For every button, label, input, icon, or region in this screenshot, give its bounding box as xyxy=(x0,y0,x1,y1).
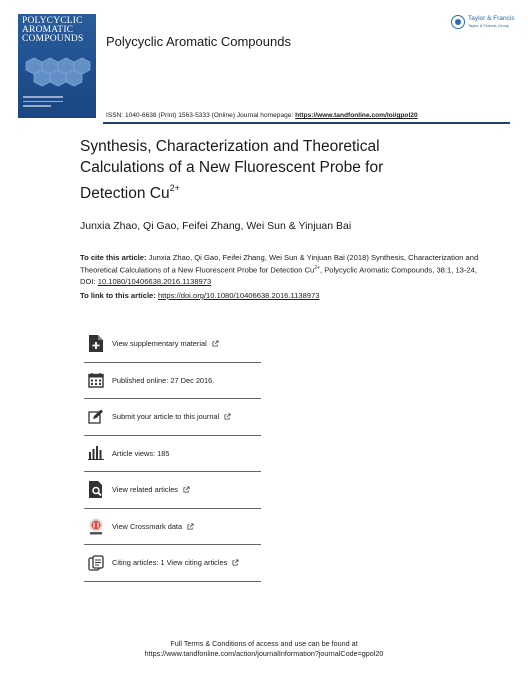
publisher-logo-icon xyxy=(451,15,465,29)
footer xyxy=(0,639,528,659)
article-title-superscript: 2+ xyxy=(169,183,180,193)
supplementary-material-item[interactable] xyxy=(84,326,261,363)
external-link-icon xyxy=(224,413,231,420)
hexagon-pattern-icon xyxy=(18,52,96,92)
journal-homepage-link[interactable]: https://www.tandfonline.com/loi/gpol20 xyxy=(295,112,418,119)
header-divider xyxy=(103,122,510,124)
crossmark-label: View Crossmark data xyxy=(112,521,183,531)
footer-terms-text: Full Terms & Conditions of access and use can be found at xyxy=(170,639,358,648)
publisher-tagline: Taylor & Francis Group xyxy=(468,23,509,28)
citation-text-tail: , Polycyclic Aromatic Compounds, 38:1, 13-24, DOI: xyxy=(80,265,477,286)
journal-cover xyxy=(18,14,96,118)
citing-articles-label: Citing articles: 1 View citing articles xyxy=(112,558,228,568)
article-title-text: Synthesis, Characterization and Theoretical Calculations of a New Fluorescent Probe for Detection Cu xyxy=(80,138,384,202)
related-articles-item[interactable] xyxy=(84,472,261,509)
published-online-item xyxy=(84,363,261,400)
citation-text: Junxia Zhao, Qi Gao, Feifei Zhang, Wei Sun & Yinjuan Bai (2018) Synthesis, Characterization and Theoretical Calculations of a New Fluorescent Probe for Detection Cu xyxy=(80,253,479,275)
supplement-icon xyxy=(87,335,105,353)
article-authors: Junxia Zhao, Qi Gao, Feifei Zhang, Wei Sun & Yinjuan Bai xyxy=(80,220,352,232)
supplementary-material-label: View supplementary material xyxy=(112,339,207,349)
related-articles-label: View related articles xyxy=(112,485,178,495)
doi-link[interactable]: 10.1080/10406638.2016.1138973 xyxy=(97,276,212,286)
cover-text-lines xyxy=(23,96,63,110)
publisher-logo[interactable] xyxy=(451,14,515,34)
edit-icon xyxy=(87,408,105,426)
citing-articles-item[interactable] xyxy=(84,545,261,582)
crossmark-icon xyxy=(87,517,105,535)
article-actions-list xyxy=(84,326,261,582)
article-link-line xyxy=(80,291,320,300)
article-link-label: To link to this article: xyxy=(80,291,156,300)
issn-line xyxy=(106,112,418,119)
citing-articles-icon xyxy=(87,554,105,572)
submit-article-label: Submit your article to this journal xyxy=(112,412,220,422)
footer-terms-link[interactable]: https://www.tandfonline.com/action/journalInformation?journalCode=gpol20 xyxy=(144,649,384,658)
publisher-name: Taylor & Francis xyxy=(468,15,515,22)
external-link-icon xyxy=(232,559,239,566)
external-link-icon xyxy=(212,340,219,347)
published-online-label: Published online: 27 Dec 2016. xyxy=(112,375,215,385)
issn-text: ISSN: 1040-6638 (Print) 1563-5333 (Online) Journal homepage: xyxy=(106,112,294,119)
cover-title-line: COMPOUNDS xyxy=(22,34,84,44)
journal-name[interactable]: Polycyclic Aromatic Compounds xyxy=(106,34,291,49)
citation-label: To cite this article: xyxy=(80,253,147,262)
citation-superscript: 2+ xyxy=(314,265,320,271)
cover-title xyxy=(22,17,94,44)
cover-title-line: AROMATIC xyxy=(22,25,74,35)
article-views-label: Article views: 185 xyxy=(112,448,170,458)
submit-article-item[interactable] xyxy=(84,399,261,436)
related-articles-icon xyxy=(87,481,105,499)
citation-block xyxy=(80,252,480,287)
article-views-item xyxy=(84,436,261,473)
calendar-icon xyxy=(87,371,105,389)
article-link-url[interactable]: https://doi.org/10.1080/10406638.2016.1138973 xyxy=(157,291,320,300)
crossmark-item[interactable] xyxy=(84,509,261,546)
external-link-icon xyxy=(183,486,190,493)
bar-chart-icon xyxy=(87,444,105,462)
article-title xyxy=(80,136,440,204)
external-link-icon xyxy=(187,523,194,530)
cover-title-line: POLYCYCLIC xyxy=(22,16,83,26)
